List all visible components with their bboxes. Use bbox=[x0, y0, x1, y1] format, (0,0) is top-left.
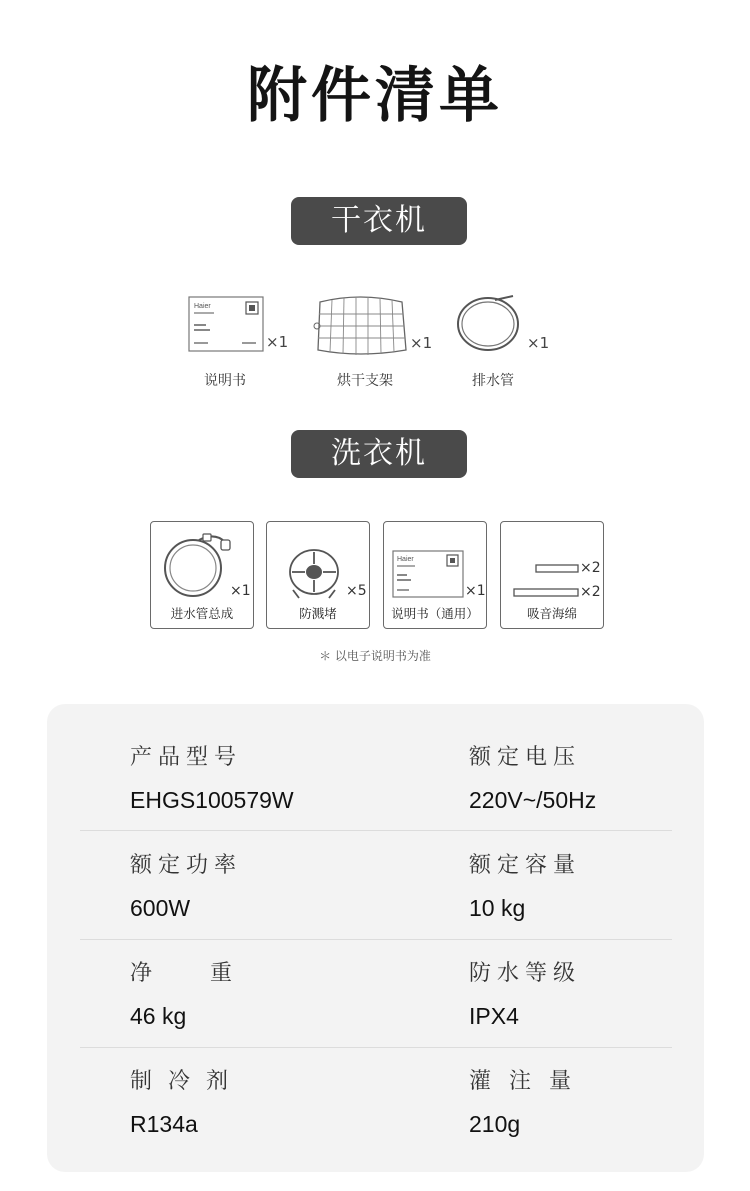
spec-value: EHGS100579W bbox=[130, 787, 294, 813]
spec-row bbox=[80, 848, 672, 940]
section-label-dryer: 干衣机 bbox=[291, 197, 467, 245]
spec-value: 600W bbox=[130, 895, 191, 921]
spec-label: 额定电压 bbox=[469, 745, 582, 770]
drain-hose-icon bbox=[455, 292, 525, 354]
manual-icon bbox=[392, 550, 464, 598]
spec-label: 制冷剂 bbox=[130, 1069, 245, 1094]
spec-value: 46 kg bbox=[130, 1003, 187, 1029]
qty-inlet-hose: ×1 bbox=[230, 583, 251, 599]
page-title: 附件清单 bbox=[247, 61, 503, 131]
drying-rack-icon bbox=[310, 294, 412, 358]
qty-washer-manual: ×1 bbox=[465, 583, 486, 599]
spec-label: 灌注量 bbox=[469, 1069, 590, 1094]
accessory-dryer-manual bbox=[180, 296, 290, 391]
accessory-inlet-hose bbox=[150, 521, 254, 629]
accessory-washer-manual bbox=[383, 521, 487, 629]
spec-row bbox=[80, 1064, 672, 1156]
spec-label: 额定功率 bbox=[130, 853, 243, 878]
spec-label: 净 重 bbox=[130, 961, 251, 986]
qty-dryer-manual: ×1 bbox=[266, 333, 289, 351]
spec-value: 210g bbox=[469, 1111, 521, 1137]
spec-value: 220V~/50Hz bbox=[469, 787, 597, 813]
qty-drain-hose: ×1 bbox=[527, 334, 550, 352]
spec-row bbox=[80, 956, 672, 1048]
accessory-drying-rack bbox=[310, 294, 440, 391]
spec-label: 防水等级 bbox=[469, 961, 582, 986]
accessory-drain-hose bbox=[455, 292, 555, 391]
section-label-washer: 洗衣机 bbox=[291, 430, 467, 478]
caption-inlet-hose: 进水管总成 bbox=[170, 606, 234, 621]
caption-drying-rack: 烘干支架 bbox=[337, 373, 393, 389]
spec-value: IPX4 bbox=[469, 1003, 519, 1029]
splash-plug-icon bbox=[285, 542, 343, 600]
footnote: ＊ 以电子说明书为准 bbox=[319, 649, 431, 663]
qty-sponge-long: ×2 bbox=[580, 584, 601, 600]
spec-label: 额定容量 bbox=[469, 853, 582, 878]
qty-sponge-short: ×2 bbox=[580, 560, 601, 576]
sponge-strip-icon bbox=[513, 588, 579, 598]
svg-text:Haier: Haier bbox=[194, 303, 211, 310]
spec-value: R134a bbox=[130, 1111, 198, 1137]
qty-drying-rack: ×1 bbox=[410, 334, 433, 352]
caption-washer-manual: 说明书（通用） bbox=[391, 606, 479, 621]
accessory-sound-sponge bbox=[500, 521, 604, 629]
manual-icon bbox=[188, 296, 264, 352]
caption-splash-plug: 防溅堵 bbox=[299, 606, 337, 621]
caption-dryer-manual: 说明书 bbox=[204, 373, 246, 389]
caption-drain-hose: 排水管 bbox=[472, 373, 514, 389]
spec-value: 10 kg bbox=[469, 895, 526, 921]
spec-row bbox=[80, 740, 672, 831]
svg-text:Haier: Haier bbox=[397, 556, 414, 563]
accessory-splash-plug bbox=[266, 521, 370, 629]
qty-splash-plug: ×5 bbox=[346, 583, 367, 599]
specs-panel bbox=[47, 704, 704, 1172]
caption-sound-sponge: 吸音海绵 bbox=[526, 606, 577, 621]
inlet-hose-icon bbox=[159, 528, 237, 602]
spec-label: 产品型号 bbox=[130, 745, 243, 770]
sponge-strip-icon bbox=[535, 564, 579, 574]
